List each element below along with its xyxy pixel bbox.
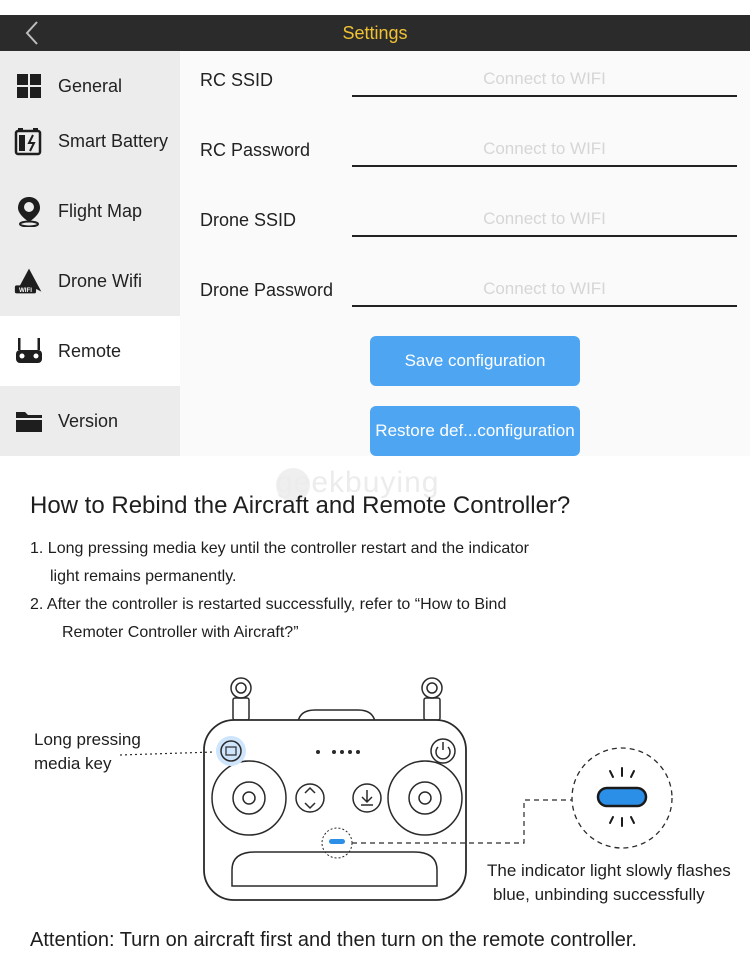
grid-icon	[14, 71, 44, 101]
folder-icon	[14, 406, 44, 436]
guide-heading: How to Rebind the Aircraft and Remote Controller?	[30, 492, 571, 519]
rc-password-input[interactable]	[352, 133, 737, 167]
sidebar-item-version[interactable]	[0, 386, 180, 456]
restore-default-configuration-button[interactable]: Restore def...configuration	[370, 406, 580, 456]
step-2-line-1: 2. After the controller is restarted successfully, refer to “How to Bind	[30, 596, 507, 613]
left-antenna	[231, 678, 251, 720]
sidebar-item-drone-wifi[interactable]	[0, 246, 180, 316]
map-pin-icon	[14, 196, 44, 226]
battery-icon	[14, 126, 44, 156]
page-title: Settings	[342, 23, 408, 43]
sidebar-item-label: General	[58, 75, 123, 96]
svg-text:WIFI: WIFI	[18, 287, 32, 295]
sidebar-item-label: Smart Battery	[58, 130, 169, 151]
drone-ssid-input[interactable]	[352, 203, 737, 237]
watermark: geekbuying	[276, 466, 440, 499]
rc-ssid-label: RC SSID	[200, 70, 274, 90]
media-key-callout-line-2: media key	[34, 754, 112, 773]
rc-password-label: RC Password	[200, 140, 311, 160]
drone-wifi-icon	[14, 266, 44, 296]
sidebar-item-label: Version	[58, 410, 119, 431]
step-2-line-2: Remoter Controller with Aircraft?”	[62, 624, 299, 641]
rc-ssid-input[interactable]	[352, 63, 737, 97]
indicator-callout-line-2: blue, unbinding successfully	[493, 885, 705, 904]
indicator-light-zoom	[572, 748, 672, 848]
media-key-callout-line-1: Long pressing	[34, 730, 141, 749]
drone-password-input[interactable]	[352, 273, 737, 307]
indicator-callout-line-1: The indicator light slowly flashes	[487, 861, 731, 880]
step-1-line-1: 1. Long pressing media key until the controller restart and the indicator	[30, 540, 529, 557]
attention-note: Attention: Turn on aircraft first and then turn on the remote controller.	[30, 929, 637, 951]
sidebar-item-flight-map[interactable]	[0, 176, 180, 246]
save-configuration-button[interactable]: Save configuration	[370, 336, 580, 386]
remote-controller-icon	[14, 336, 44, 366]
drone-ssid-label: Drone SSID	[200, 210, 297, 230]
drone-password-label: Drone Password	[200, 280, 334, 300]
sidebar-item-label: Remote	[58, 340, 122, 361]
step-1-line-2: light remains permanently.	[50, 568, 237, 585]
remote-controller-illustration	[0, 660, 750, 920]
title-bar	[0, 15, 750, 51]
remote-settings-panel	[180, 51, 750, 456]
media-key	[216, 736, 246, 766]
sidebar-item-smart-battery[interactable]	[0, 106, 180, 176]
sidebar-item-remote[interactable]	[0, 316, 180, 386]
right-antenna	[422, 678, 442, 720]
sidebar-item-label: Drone Wifi	[58, 270, 143, 291]
sidebar-item-label: Flight Map	[58, 200, 143, 221]
settings-sidebar	[0, 51, 180, 456]
